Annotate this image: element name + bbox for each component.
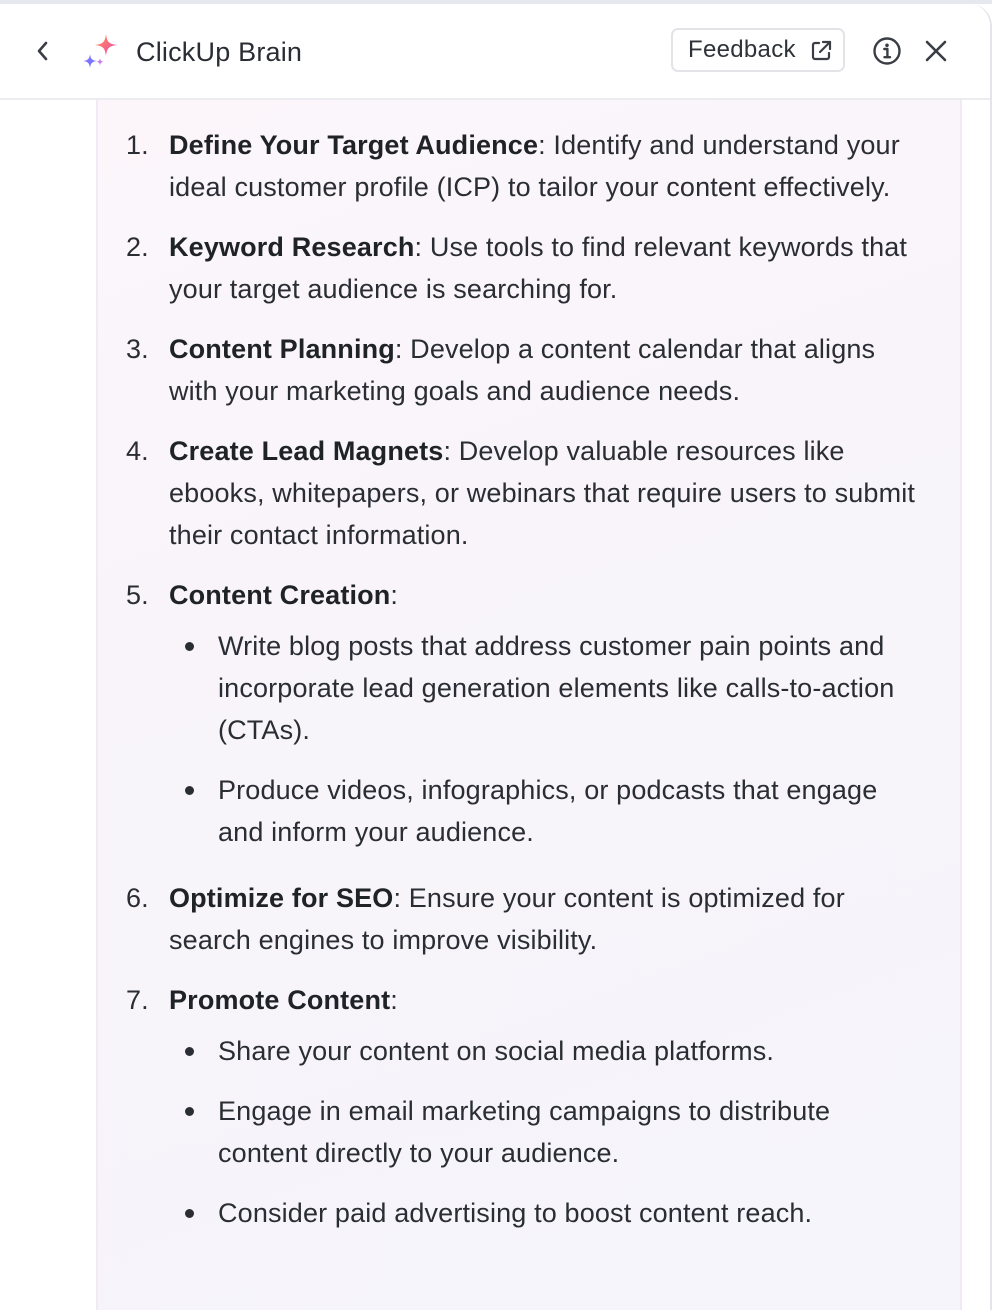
feedback-button[interactable] [671, 28, 845, 72]
list-item-number: 4. [126, 436, 149, 466]
sub-list [169, 1030, 920, 1234]
info-icon[interactable] [872, 36, 902, 66]
bullet-dot [185, 1107, 194, 1116]
list-item-text: : Develop a content calendar that aligns with your marketing goals and audience needs. [169, 334, 876, 406]
panel-title: ClickUp Brain [136, 37, 303, 67]
sub-list-item [169, 769, 920, 853]
list-item-number: 2. [126, 232, 149, 262]
list-item-heading: Promote Content [169, 985, 391, 1015]
sub-list-item [169, 1192, 920, 1234]
list-item-heading: Create Lead Magnets [169, 436, 444, 466]
brain-panel [0, 4, 992, 1310]
list-item-text: : Develop valuable resources like ebooks, whitepapers, or webinars that require users to submit their contact information. [169, 436, 916, 550]
list-item-text: : [390, 985, 398, 1015]
list-item-text: : [390, 580, 399, 610]
list-item-number: 3. [126, 334, 149, 364]
list-item-number: 7. [126, 985, 149, 1015]
feedback-label: Feedback [688, 36, 796, 63]
sub-list [169, 625, 920, 853]
list-item-number: 6. [126, 883, 149, 913]
close-icon[interactable] [922, 37, 950, 65]
bullet-dot [185, 786, 194, 795]
bullet-dot [185, 1047, 194, 1056]
list-item [98, 979, 960, 1234]
list-item-heading: Optimize for SEO [169, 883, 394, 913]
list-item-heading: Content Planning [169, 334, 395, 364]
bullet-dot [185, 1209, 194, 1218]
response-card [96, 100, 962, 1310]
bullet-dot [185, 642, 194, 651]
sub-list-item-text: Write blog posts that address customer pain points and incorporate lead generation elements like calls-to-action (CTAs). [218, 631, 895, 745]
list-item-text: : Identify and understand your ideal customer profile (ICP) to tailor your content effectively. [169, 130, 900, 202]
list-item-number: 5. [126, 580, 149, 610]
external-link-icon [809, 39, 833, 63]
panel-header [0, 4, 990, 100]
list-item [98, 877, 960, 961]
list-item [98, 124, 960, 208]
list-item-heading: Content Creation [169, 580, 391, 610]
sub-list-item-text: Produce videos, infographics, or podcasts that engage and inform your audience. [218, 775, 878, 847]
sub-list-item-text: Share your content on social media platforms. [218, 1036, 775, 1066]
list-item [98, 328, 960, 412]
sub-list-item-text: Consider paid advertising to boost content reach. [218, 1198, 813, 1228]
list-item [98, 226, 960, 310]
chevron-left-icon [35, 39, 51, 63]
list-item-text: : Use tools to find relevant keywords that your target audience is searching for. [169, 232, 908, 304]
sub-list-item [169, 1030, 920, 1072]
list-item-text: : Ensure your content is optimized for search engines to improve visibility. [169, 883, 845, 955]
sub-list-item [169, 625, 920, 751]
list-item-number: 1. [126, 130, 149, 160]
sparkle-brain-icon [78, 32, 122, 76]
list-item-heading: Keyword Research [169, 232, 415, 262]
sub-list-item [169, 1090, 920, 1174]
list-item [98, 430, 960, 556]
steps-list [98, 124, 960, 1234]
list-item [98, 574, 960, 853]
back-button[interactable] [28, 34, 58, 68]
list-item-heading: Define Your Target Audience [169, 130, 539, 160]
sub-list-item-text: Engage in email marketing campaigns to distribute content directly to your audience. [218, 1096, 831, 1168]
